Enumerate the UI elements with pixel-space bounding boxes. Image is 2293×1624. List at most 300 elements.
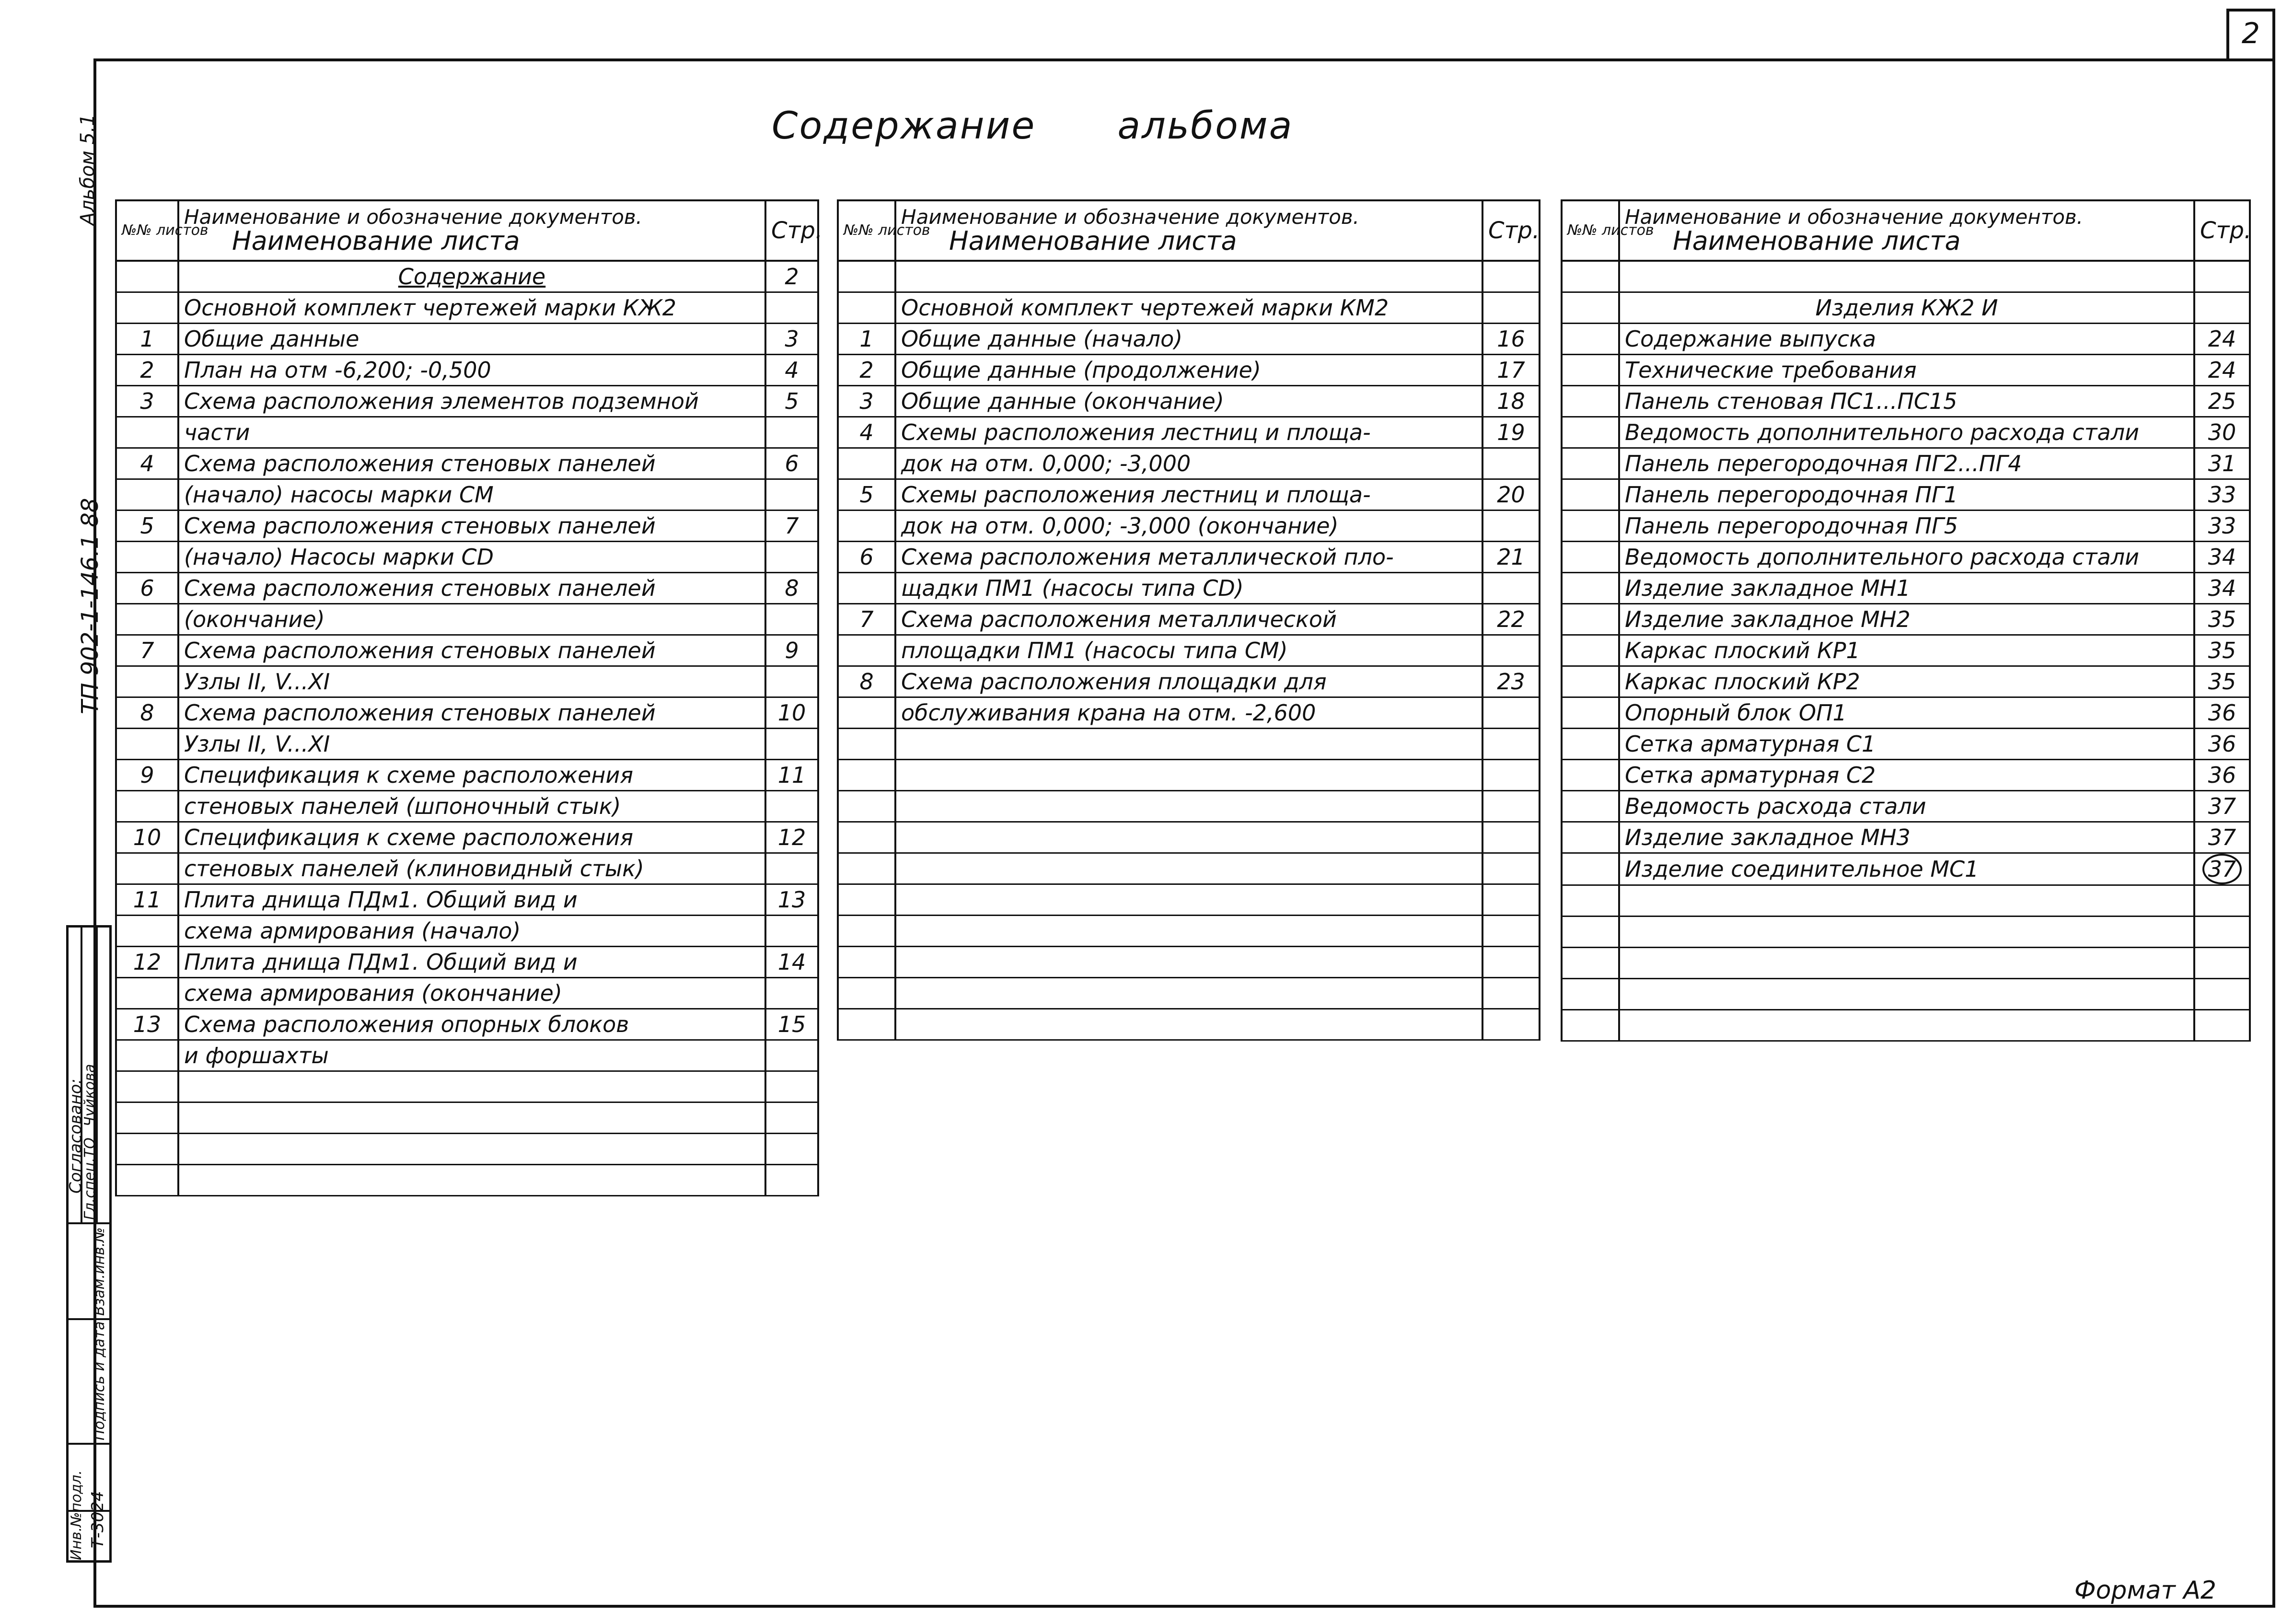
row-number [116, 417, 178, 448]
row-title [178, 1102, 765, 1134]
row-page [765, 604, 818, 635]
row-number [838, 1009, 895, 1040]
row-number: 8 [838, 666, 895, 697]
row-number [1562, 635, 1619, 666]
page-title [772, 104, 1293, 148]
row-page: 24 [2194, 324, 2250, 355]
row-number [116, 729, 178, 760]
table-row [116, 884, 818, 916]
row-page: 11 [765, 760, 818, 791]
table-row [1562, 729, 2250, 760]
table-row [838, 853, 1540, 884]
row-number: 4 [838, 417, 895, 448]
table-row [1562, 635, 2250, 666]
row-page [1482, 978, 1540, 1009]
row-number [838, 261, 895, 292]
table-row [116, 324, 818, 355]
row-number: 1 [116, 324, 178, 355]
table-row [1562, 417, 2250, 448]
row-title: Каркас плоский КР1 [1619, 635, 2194, 666]
table-row [116, 417, 818, 448]
row-number: 10 [116, 822, 178, 853]
table-row [1562, 573, 2250, 604]
row-page: 17 [1482, 355, 1540, 386]
row-title [178, 1071, 765, 1102]
row-title [1619, 885, 2194, 916]
table-row [1562, 948, 2250, 979]
row-number [1562, 604, 1619, 635]
row-title: Плита днища ПДм1. Общий вид и [178, 947, 765, 978]
row-number [116, 1102, 178, 1134]
row-page [2194, 853, 2250, 885]
row-title [178, 1165, 765, 1196]
row-page [1482, 947, 1540, 978]
row-title: План на отм -6,200; -0,500 [178, 355, 765, 386]
row-number [838, 292, 895, 324]
table-row [838, 604, 1540, 635]
row-page: 6 [765, 448, 818, 479]
row-title: схема армирования (начало) [178, 916, 765, 947]
project-code: ТП 902-1-146.1 88 [77, 498, 104, 714]
row-page: 20 [1482, 479, 1540, 510]
row-page: 2 [765, 261, 818, 292]
row-number [838, 791, 895, 822]
row-page: 36 [2194, 697, 2250, 729]
row-page: 34 [2194, 573, 2250, 604]
row-number [1562, 666, 1619, 697]
row-title: стеновых панелей (шпоночный стык) [178, 791, 765, 822]
row-number [1562, 324, 1619, 355]
table-row [116, 947, 818, 978]
row-title [1619, 948, 2194, 979]
table-row [838, 978, 1540, 1009]
row-page: 33 [2194, 479, 2250, 510]
table-row [1562, 697, 2250, 729]
row-number: 13 [116, 1009, 178, 1040]
row-title: схема армирования (окончание) [178, 978, 765, 1009]
row-number [1562, 261, 1619, 292]
row-number [838, 729, 895, 760]
table-row [838, 324, 1540, 355]
table-row [838, 666, 1540, 697]
row-page: 23 [1482, 666, 1540, 697]
row-page [765, 542, 818, 573]
row-page: 24 [2194, 355, 2250, 386]
row-title: Общие данные (начало) [895, 324, 1482, 355]
header-name: Наименование и обозначение документов. Наименование листа [178, 200, 765, 261]
row-page: 34 [2194, 542, 2250, 573]
row-number [1562, 791, 1619, 822]
row-page [765, 729, 818, 760]
row-page: 15 [765, 1009, 818, 1040]
row-number [1562, 760, 1619, 791]
row-number [838, 853, 895, 884]
table-row [838, 386, 1540, 417]
row-title: площадки ПМ1 (насосы типа СМ) [895, 635, 1482, 666]
row-title: Панель перегородочная ПГ2...ПГ4 [1619, 448, 2194, 479]
row-number [838, 760, 895, 791]
row-number [1562, 916, 1619, 948]
table-row [838, 916, 1540, 947]
title-word-2: альбома [1117, 104, 1294, 148]
row-title: Плита днища ПДм1. Общий вид и [178, 884, 765, 916]
table-header [838, 200, 1540, 261]
row-page: 4 [765, 355, 818, 386]
row-title: Сетка арматурная С1 [1619, 729, 2194, 760]
row-title: Схема расположения площадки для [895, 666, 1482, 697]
row-page [1482, 573, 1540, 604]
row-page [765, 1040, 818, 1071]
table-row [1562, 261, 2250, 292]
table-row [116, 1134, 818, 1165]
toc-table-left [115, 199, 823, 1196]
table-row [838, 822, 1540, 853]
row-number: 7 [838, 604, 895, 635]
row-page [765, 417, 818, 448]
row-number [1562, 448, 1619, 479]
table-row [838, 635, 1540, 666]
row-page: 21 [1482, 542, 1540, 573]
row-number: 1 [838, 324, 895, 355]
table-row [838, 573, 1540, 604]
row-page [1482, 853, 1540, 884]
row-number [838, 697, 895, 729]
row-number [116, 542, 178, 573]
row-number [1562, 510, 1619, 542]
row-title: Схема расположения стеновых панелей [178, 448, 765, 479]
table-row [1562, 666, 2250, 697]
row-title: Основной комплект чертежей марки КЖ2 [178, 292, 765, 324]
row-title: щадки ПМ1 (насосы типа CD) [895, 573, 1482, 604]
stamp-agreed-by: Гл.спец.ТО [81, 1137, 98, 1220]
row-page: 13 [765, 884, 818, 916]
row-title: Схема расположения металлической пло- [895, 542, 1482, 573]
stamp-inv-vzam: Взам.инв.№ [91, 1227, 108, 1316]
stamp-agreed: Согласовано: [66, 1079, 85, 1194]
row-title [895, 261, 1482, 292]
row-page: 36 [2194, 760, 2250, 791]
row-number [838, 884, 895, 916]
table-row [116, 292, 818, 324]
row-number: 6 [838, 542, 895, 573]
table-row [838, 292, 1540, 324]
row-title: Панель перегородочная ПГ5 [1619, 510, 2194, 542]
row-page: 8 [765, 573, 818, 604]
row-page: 30 [2194, 417, 2250, 448]
row-title: Схема расположения стеновых панелей [178, 510, 765, 542]
table-row [838, 448, 1540, 479]
row-number [116, 479, 178, 510]
row-title: Изделие соединительное МС1 [1619, 853, 2194, 885]
row-page [2194, 1010, 2250, 1041]
row-page [1482, 635, 1540, 666]
row-number: 3 [116, 386, 178, 417]
row-page [1482, 760, 1540, 791]
row-title: стеновых панелей (клиновидный стык) [178, 853, 765, 884]
table-row [838, 1009, 1540, 1040]
row-page [1482, 884, 1540, 916]
row-number [116, 666, 178, 697]
table-row [1562, 1010, 2250, 1041]
table-row [838, 542, 1540, 573]
row-page: 33 [2194, 510, 2250, 542]
row-number [116, 1165, 178, 1196]
table-row [116, 1071, 818, 1102]
row-title: Схема расположения элементов подземной [178, 386, 765, 417]
table-row [116, 448, 818, 479]
table-row [1562, 822, 2250, 853]
row-page: 14 [765, 947, 818, 978]
row-page [2194, 979, 2250, 1010]
row-number: 4 [116, 448, 178, 479]
table-row [838, 791, 1540, 822]
row-title: (окончание) [178, 604, 765, 635]
row-title: части [178, 417, 765, 448]
row-number [116, 604, 178, 635]
row-title: Изделия КЖ2 И [1619, 292, 2194, 324]
row-number [1562, 386, 1619, 417]
row-number [116, 261, 178, 292]
row-number [1562, 355, 1619, 386]
row-title: Ведомость дополнительного расхода стали [1619, 417, 2194, 448]
table-row [116, 697, 818, 729]
row-title: Узлы II, V...XI [178, 666, 765, 697]
row-number [838, 635, 895, 666]
table-row [116, 760, 818, 791]
album-label: Альбом 5.1 [77, 114, 99, 225]
stamp-inv-podl: Инв.№подл. [68, 1470, 85, 1560]
row-number [838, 916, 895, 947]
row-page [1482, 916, 1540, 947]
row-page: 19 [1482, 417, 1540, 448]
row-title: Общие данные (окончание) [895, 386, 1482, 417]
row-title: Схема расположения стеновых панелей [178, 635, 765, 666]
row-number [1562, 822, 1619, 853]
row-page [1482, 448, 1540, 479]
row-page: 10 [765, 697, 818, 729]
row-page: 5 [765, 386, 818, 417]
header-page: Стр. [1482, 200, 1540, 261]
row-number [838, 510, 895, 542]
row-number: 2 [116, 355, 178, 386]
table-row [1562, 979, 2250, 1010]
toc-table-right [1561, 199, 2251, 1042]
table-row [116, 729, 818, 760]
row-page: 31 [2194, 448, 2250, 479]
table-row [1562, 448, 2250, 479]
row-title [895, 947, 1482, 978]
table-row [116, 1102, 818, 1134]
row-title [895, 791, 1482, 822]
row-title [895, 822, 1482, 853]
row-page [1482, 1009, 1540, 1040]
row-number [1562, 479, 1619, 510]
row-page [2194, 292, 2250, 324]
row-page: 35 [2194, 604, 2250, 635]
row-page: 7 [765, 510, 818, 542]
table-row [838, 947, 1540, 978]
row-title [1619, 261, 2194, 292]
row-page [765, 1165, 818, 1196]
table-row [838, 417, 1540, 448]
row-title [1619, 916, 2194, 948]
table-row [116, 604, 818, 635]
row-number [1562, 292, 1619, 324]
table-row [116, 386, 818, 417]
row-title: Схема расположения опорных блоков [178, 1009, 765, 1040]
row-page [1482, 261, 1540, 292]
row-page [765, 791, 818, 822]
row-title: и форшахты [178, 1040, 765, 1071]
row-number [838, 448, 895, 479]
row-title [1619, 979, 2194, 1010]
row-page [1482, 729, 1540, 760]
stamp-inv-number: Т-3024 [88, 1491, 107, 1548]
row-title: Общие данные [178, 324, 765, 355]
row-title [1619, 1010, 2194, 1041]
table-row [1562, 324, 2250, 355]
table-row [116, 853, 818, 884]
row-number: 9 [116, 760, 178, 791]
row-page: 12 [765, 822, 818, 853]
table-row [116, 510, 818, 542]
table-row [116, 791, 818, 822]
row-page [1482, 510, 1540, 542]
row-title: док на отм. 0,000; -3,000 [895, 448, 1482, 479]
toc-table-middle [837, 199, 1540, 1041]
header-page: Стр. [2194, 200, 2250, 261]
row-title: Изделие закладное МН1 [1619, 573, 2194, 604]
row-title: Панель стеновая ПС1...ПС15 [1619, 386, 2194, 417]
row-title: Общие данные (продолжение) [895, 355, 1482, 386]
row-title: Сетка арматурная С2 [1619, 760, 2194, 791]
header-num: №№ листов [838, 200, 895, 261]
row-page [765, 479, 818, 510]
row-number [116, 791, 178, 822]
row-number [1562, 729, 1619, 760]
row-title: обслуживания крана на отм. -2,600 [895, 697, 1482, 729]
row-title: (начало) насосы марки СМ [178, 479, 765, 510]
row-page [765, 1134, 818, 1165]
row-title: Каркас плоский КР2 [1619, 666, 2194, 697]
row-page [765, 978, 818, 1009]
row-title: Содержание [178, 261, 765, 292]
header-name: Наименование и обозначение документов. Наименование листа [1619, 200, 2194, 261]
row-number [116, 853, 178, 884]
table-header [1562, 200, 2250, 261]
row-title [178, 1134, 765, 1165]
header-name: Наименование и обозначение документов. Наименование листа [895, 200, 1482, 261]
row-page: 35 [2194, 635, 2250, 666]
table-row [1562, 916, 2250, 948]
table-row [116, 355, 818, 386]
table-row [1562, 853, 2250, 885]
row-page [765, 666, 818, 697]
table-row [116, 916, 818, 947]
row-title: Технические требования [1619, 355, 2194, 386]
row-title [895, 729, 1482, 760]
row-page: 36 [2194, 729, 2250, 760]
row-title: Узлы II, V...XI [178, 729, 765, 760]
table-row [116, 1165, 818, 1196]
row-page: 16 [1482, 324, 1540, 355]
table-row [1562, 479, 2250, 510]
row-page [765, 1102, 818, 1134]
row-page [2194, 885, 2250, 916]
row-number: 6 [116, 573, 178, 604]
row-title: док на отм. 0,000; -3,000 (окончание) [895, 510, 1482, 542]
row-page: 18 [1482, 386, 1540, 417]
row-page [1482, 822, 1540, 853]
table-row [1562, 791, 2250, 822]
row-number [1562, 948, 1619, 979]
row-page [2194, 948, 2250, 979]
row-page [765, 292, 818, 324]
row-title: Схемы расположения лестниц и площа- [895, 417, 1482, 448]
row-number [116, 1071, 178, 1102]
header-page: Стр. [765, 200, 818, 261]
table-row [116, 635, 818, 666]
table-row [838, 760, 1540, 791]
table-row [838, 355, 1540, 386]
title-word-1: Содержание [772, 104, 1036, 148]
row-page: 35 [2194, 666, 2250, 697]
row-title [895, 916, 1482, 947]
table-row [1562, 355, 2250, 386]
table-row [116, 822, 818, 853]
table-row [116, 479, 818, 510]
stamp-agreed-name: Чуйкова [81, 1064, 98, 1126]
table-row [1562, 292, 2250, 324]
row-title: Содержание выпуска [1619, 324, 2194, 355]
row-number [1562, 542, 1619, 573]
row-title: (начало) Насосы марки CD [178, 542, 765, 573]
row-title: Изделие закладное МН3 [1619, 822, 2194, 853]
row-page [1482, 791, 1540, 822]
format-label: Формат А2 [2074, 1576, 2216, 1605]
approval-stamp [66, 925, 112, 1563]
row-page [765, 1071, 818, 1102]
row-number [838, 573, 895, 604]
row-number [116, 1040, 178, 1071]
table-row [1562, 386, 2250, 417]
row-title [895, 884, 1482, 916]
row-page [2194, 916, 2250, 948]
table-row [1562, 510, 2250, 542]
row-number [116, 1134, 178, 1165]
table-header [116, 200, 818, 261]
header-num: №№ листов [1562, 200, 1619, 261]
row-number [116, 292, 178, 324]
row-number: 3 [838, 386, 895, 417]
row-page: 22 [1482, 604, 1540, 635]
row-number [838, 947, 895, 978]
row-page: 9 [765, 635, 818, 666]
row-title: Схема расположения металлической [895, 604, 1482, 635]
row-title: Спецификация к схеме расположения [178, 760, 765, 791]
table-row [838, 479, 1540, 510]
row-page: 37 [2194, 822, 2250, 853]
row-page [765, 853, 818, 884]
row-title: Основной комплект чертежей марки КМ2 [895, 292, 1482, 324]
row-title: Панель перегородочная ПГ1 [1619, 479, 2194, 510]
row-page: 3 [765, 324, 818, 355]
table-row [116, 978, 818, 1009]
row-number [1562, 573, 1619, 604]
row-number [1562, 1010, 1619, 1041]
table-row [838, 510, 1540, 542]
table-row [1562, 542, 2250, 573]
